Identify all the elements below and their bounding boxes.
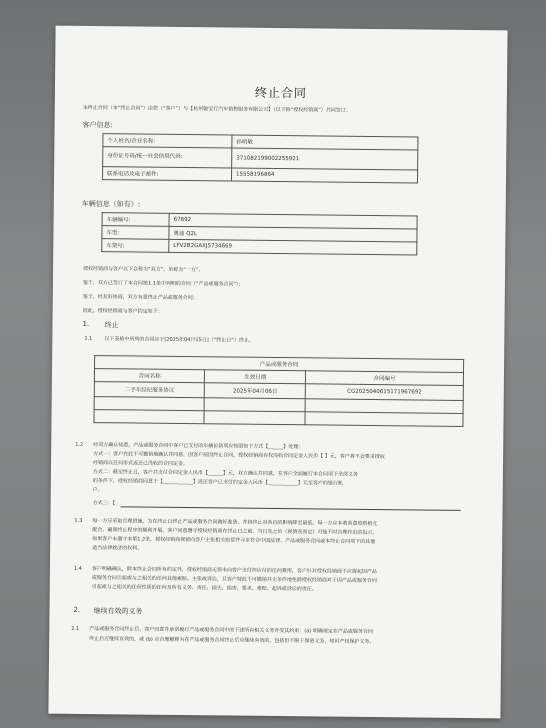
column-header: 生效日期: [205, 370, 306, 384]
clause-1-3-line-3: 如果客户未遵守本第1.2条，授权经销商保留向客户主张相关赔偿并寻求符合中国法律、产品或服务合同或本终止合同项下的其他: [92, 536, 376, 546]
vehicle-model-label: 车型:: [102, 226, 169, 240]
clause-1-4-line-2: 或服务合同引起或与之相关的任何其他索赔、主张或诉讼，且客户特此不可撤销并无条件地免除授权经销商对于因产品或服务合同: [91, 575, 377, 585]
clause-1-2-text: 经双方确认知悉，产品或服务合同中客户已支付的车辆价款项应按照如下方式【______】处理:: [93, 442, 300, 451]
customer-name-value: 孙明敏: [232, 135, 418, 150]
section-1-title: 终止: [104, 321, 119, 330]
therefore-text: 因此，授权经销商与客户约定如下：: [82, 307, 163, 315]
table-cell: 2025年04月06日: [205, 383, 306, 399]
column-header: 合同编号: [306, 371, 464, 386]
vehicle-heading: 车辆信息（如有）:: [81, 199, 141, 209]
contract-table: [93, 355, 464, 427]
customer-id-label: 身份证号码/统一社会信用代码:: [103, 147, 232, 168]
clause-1-4-line-3: 引起或与之相关的任何性质的任何及所有义务、责任、损失、损害、要求、索赔、起诉或诉讼的责任。: [91, 584, 317, 593]
table-cell: CG2025040615171967692: [306, 384, 464, 401]
contract-page: [48, 26, 507, 719]
vehicle-vin-label: 车架号:: [102, 239, 169, 253]
vehicle-number-value: 67692: [169, 213, 417, 229]
table-cell: 二手车经纪服务协议: [94, 382, 205, 398]
table-cell: [305, 412, 463, 427]
table-cell: [94, 397, 205, 411]
party-note: 授权经销商与客户以下合称为“双方”，单称为“一方”。: [83, 265, 204, 274]
clause-1-2-option-2-end: 户。: [92, 487, 103, 494]
clause-1-2-option-3: 方式三：【: [92, 500, 116, 507]
clause-1-2-option-2-cont: 的条件下，授权经销商同意于【____________】返还客户已支付的定金人民币【____________】元至客户的银行账: [92, 478, 343, 487]
vehicle-model-value: 奥迪 Q2L: [169, 226, 417, 242]
customer-table: [102, 133, 418, 183]
clause-2-1-line-2: 终止后应继续有效的，或 (b) 应合理解释为在产品或服务合同终止后应继续有效的，包括但不限于保密义务、知识产权保护义务、: [89, 636, 375, 646]
customer-contact-label: 联系电话及电子邮件:: [103, 167, 232, 181]
section-2-title: 继续有效的义务: [93, 607, 143, 616]
clause-2-1-line-1: 产品或服务合同终止后，客户同意并承诺履行产品或服务合同中的下述所有相关义务并受其约束：(a) 明确规定在产品或服务合同: [89, 626, 373, 636]
vehicle-table: [101, 212, 417, 255]
clause-1-3-number: 1.3: [74, 517, 83, 524]
clause-1-3-line-4: 适当法律救济的权利。: [92, 545, 143, 552]
table-row: [103, 167, 418, 183]
table-cell: [204, 398, 305, 412]
section-1-number: 1.: [82, 319, 90, 329]
clause-1-1-text: 以下表格中所列的合同应于[2025年04月15日]（“终止日”）终止。: [104, 336, 254, 344]
clause-1-2-number: 1.2: [75, 441, 84, 448]
table-row: [102, 239, 417, 255]
clause-1-1-number: 1.1: [84, 335, 93, 343]
vehicle-number-label: 车辆编号:: [102, 213, 169, 227]
whereas-2: 鉴于，经友好协商，双方有意终止产品或服务合同；: [82, 293, 198, 302]
clause-1-2-option-1: 方式一：客户在此不可撤销地确认并同意，因客户原因终止合同，授权经销商有权没收合同定金人民币【 】元，客户将不会要求授权: [93, 451, 385, 461]
clause-1-4-line-1: 客户明确确认，除本终止合同所有约定外，授权经销商无须未向客户支付但应付的任何费用，客户针对授权经销商不应提起因产品: [91, 566, 377, 576]
customer-contact-value: 15558196864: [231, 168, 417, 183]
column-header: 合同名称: [94, 369, 205, 383]
customer-id-value: 371082199002255921: [232, 148, 418, 170]
intro-text: 本终止合同（本“终止合同”）由您（“客户”）与【杭州驰宝行汽车销售服务有限公司】（以下称“授权经销商”）共同签订。: [82, 104, 351, 114]
table-row: [94, 410, 463, 427]
page-title: 终止合同: [254, 85, 307, 101]
customer-heading: 客户信息:: [82, 120, 113, 130]
clause-1-3-line-1: 每一方应采取合理措施，为在终止日终止产品或服务合同做好准备，并将终止对各自的影响降至最低。每一方应本着善意原则相互: [92, 518, 378, 528]
clause-1-4-number: 1.4: [73, 565, 82, 572]
option-3-blank-line: [121, 506, 461, 511]
contract-table-header: 产品或服务合同: [95, 356, 464, 373]
table-cell: [94, 410, 205, 424]
clause-2-1-number: 2.1: [71, 625, 80, 632]
clause-1-2-option-2: 方式二：截至终止日，客户共支付合同定金人民币【______】元，双方确认并同意，在客户全面履行本合同项下全部义务: [92, 469, 358, 478]
table-cell: [204, 411, 305, 425]
whereas-1: 鉴于，双方已签订了本合同第1.1条中列明的合同（“产品或服务合同”）；: [82, 279, 244, 288]
customer-name-label: 个人姓名/企业名称:: [103, 134, 232, 148]
clause-1-3-line-2: 配合，确保终止程序的顺利开展。客户同意遵守授权经销商在终止日之前、当日及之后（视情况而定）可能不时合理作出的指示。: [92, 527, 378, 537]
vehicle-vin-value: LFV2B2GAXJ5734669: [169, 239, 417, 255]
clause-1-2-option-1-cont: 经销商以任何形式返还已没收的合同定金。: [93, 460, 189, 468]
section-2-number: 2.: [73, 605, 81, 614]
